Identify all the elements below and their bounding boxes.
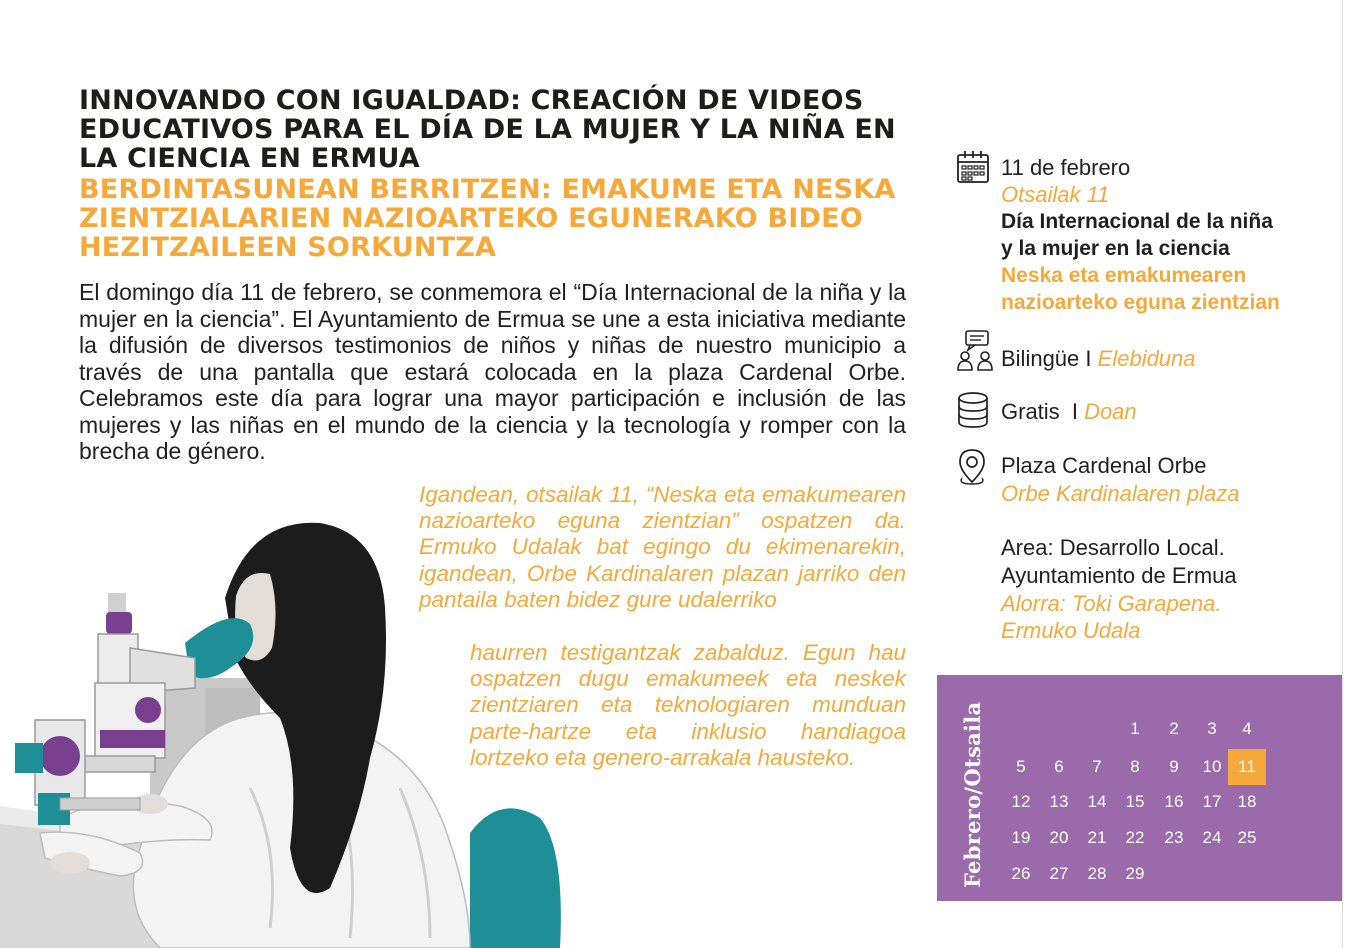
coins-icon — [956, 392, 990, 428]
calendar-day: 1 — [1130, 719, 1140, 738]
calendar-day: 13 — [1049, 792, 1069, 811]
calendar-icon — [956, 150, 990, 184]
page-edge-line — [1342, 0, 1343, 948]
map-pin-icon — [956, 448, 988, 486]
calendar-day: 3 — [1207, 719, 1217, 738]
event-spanish-line2: y la mujer en la ciencia — [1001, 237, 1230, 260]
title-spanish: INNOVANDO CON IGUALDAD: CREACIÓN DE VIDEOS EDUCATIVOS PARA EL DÍA DE LA MUJER Y LA NIÑA EN LA CIENCIA EN ERMUA — [79, 85, 896, 174]
calendar-day: 7 — [1092, 757, 1102, 776]
date-spanish: 11 de febrero — [1001, 155, 1131, 180]
calendar-day: 25 — [1237, 828, 1257, 847]
calendar-day: 15 — [1125, 792, 1145, 811]
calendar-month-label: Febrero/Otsaila — [960, 701, 985, 888]
event-basque-line2: nazioarteko eguna zientzian — [1001, 291, 1280, 314]
language-text — [1001, 345, 1196, 372]
calendar-day: 22 — [1125, 828, 1145, 847]
language-separator: I — [1085, 346, 1092, 371]
calendar-day: 20 — [1049, 828, 1069, 847]
price-text — [1001, 398, 1137, 425]
area-basque-line1: Alorra: Toki Garapena. — [1001, 591, 1222, 616]
calendar-day: 12 — [1011, 792, 1031, 811]
calendar-day: 11 — [1228, 749, 1266, 785]
calendar-day: 9 — [1169, 757, 1179, 776]
place-spanish: Plaza Cardenal Orbe — [1001, 453, 1207, 478]
language-spanish: Bilingüe — [1001, 346, 1080, 371]
calendar-day: 10 — [1202, 757, 1222, 776]
area-spanish-line1: Area: Desarrollo Local. — [1001, 535, 1225, 560]
calendar-day: 16 — [1164, 792, 1184, 811]
price-basque: Doan — [1084, 399, 1137, 424]
calendar-day: 29 — [1125, 864, 1145, 883]
place-basque: Orbe Kardinalaren plaza — [1001, 481, 1240, 506]
calendar-day: 27 — [1049, 864, 1069, 883]
date-basque: Otsailak 11 — [1001, 182, 1110, 207]
event-basque-line1: Neska eta emakumearen — [1001, 264, 1247, 287]
calendar-day: 21 — [1087, 828, 1107, 847]
area-basque-line2: Ermuko Udala — [1001, 618, 1141, 643]
title-basque: BERDINTASUNEAN BERRITZEN: EMAKUME ETA NESKA ZIENTZIALARIEN NAZIOARTEKO EGUNERAKO BIDEO HEZITZAILEEN SORKUNTZA — [79, 174, 896, 263]
chat-people-icon — [956, 330, 994, 372]
language-basque: Elebiduna — [1097, 346, 1196, 371]
calendar-day: 2 — [1169, 719, 1179, 738]
calendar-day: 23 — [1164, 828, 1184, 847]
calendar-day: 26 — [1011, 864, 1031, 883]
calendar-day: 6 — [1054, 757, 1064, 776]
calendar-day: 19 — [1011, 828, 1031, 847]
area-spanish-line2: Ayuntamiento de Ermua — [1001, 563, 1237, 588]
calendar-day: 5 — [1016, 757, 1026, 776]
body-text-spanish: El domingo día 11 de febrero, se conmemora el “Día Internacional de la niña y la mujer en la ciencia”. El Ayuntamiento de Ermua se une a esta iniciativa mediante la difusión de diversos testimonios de niños y niñas de nuestro municipio a través de una pantalla que estará colocada en la plaza Cardenal Orbe. Celebramos este día para lograr una mayor participación e inclusión de las mujeres y las niñas en el mundo de la ciencia y la tecnología y romper con la brecha de género. — [79, 279, 906, 464]
calendar-day: 14 — [1087, 792, 1107, 811]
calendar-day: 8 — [1130, 757, 1140, 776]
event-spanish-line1: Día Internacional de la niña — [1001, 210, 1273, 233]
body-text-basque-part1: Igandean, otsailak 11, “Neska eta emakumearen nazioarteko eguna zientzian” ospatzen da. Ermuko Udalak bat egingo du ekimenarekin, igandean, Orbe Kardinalaren plazan jarriko den pantaila baten bidez gure udalerriko — [419, 482, 906, 612]
calendar-day: 28 — [1087, 864, 1107, 883]
calendar-day: 4 — [1242, 719, 1252, 738]
body-text-basque-part2: haurren testigantzak zabalduz. Egun hau ospatzen dugu emakumeek eta neskek zientziaren eta teknologiaren munduan parte-hartze eta inklusio handiagoa lortzeko eta genero-arrakala hausteko. — [470, 640, 906, 770]
price-spanish: Gratis — [1001, 399, 1060, 424]
calendar-day: 17 — [1202, 792, 1222, 811]
calendar-day: 18 — [1237, 792, 1257, 811]
price-separator: I — [1071, 399, 1078, 424]
calendar-day: 24 — [1202, 828, 1222, 847]
